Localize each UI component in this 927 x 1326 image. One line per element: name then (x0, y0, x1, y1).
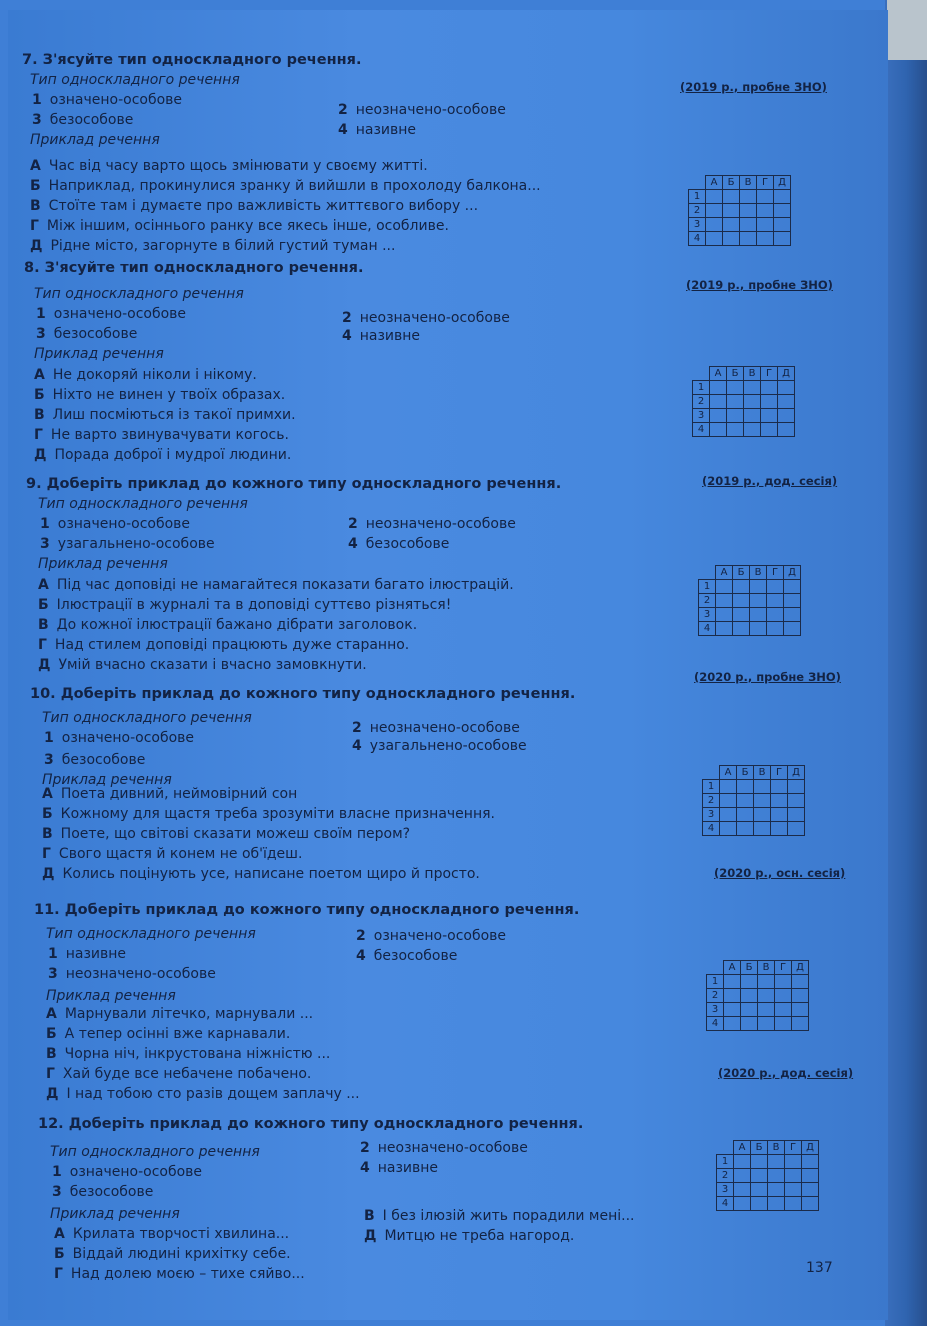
answer-cell[interactable] (788, 794, 805, 808)
example-option: А Час від часу варто щось змінювати у своєму житті. (30, 158, 428, 174)
answer-cell[interactable] (710, 423, 727, 437)
type-option: 4 називне (360, 1160, 439, 1176)
answer-cell[interactable] (750, 608, 767, 622)
answer-cell[interactable] (751, 1197, 768, 1211)
answer-cell[interactable] (784, 608, 801, 622)
answer-cell[interactable] (720, 780, 737, 794)
answer-cell[interactable] (727, 409, 744, 423)
answer-cell[interactable] (716, 594, 733, 608)
answer-cell[interactable] (724, 975, 741, 989)
answer-cell[interactable] (771, 808, 788, 822)
answer-cell[interactable] (754, 808, 771, 822)
example-option: В І без ілюзій жить порадили мені... (364, 1208, 635, 1224)
answer-cell[interactable] (744, 409, 761, 423)
type-option: 3 узагальнено-особове (40, 536, 215, 552)
answer-cell[interactable] (723, 218, 740, 232)
answer-grid: А Б В Г Д 1 2 3 4 (706, 960, 809, 1031)
answer-cell[interactable] (767, 580, 784, 594)
answer-cell[interactable] (767, 622, 784, 636)
type-option: 2 неозначено-особове (338, 102, 506, 118)
example-option: Б Ілюстрації в журналі та в доповіді суттєво різняться! (38, 597, 452, 613)
type-option: 2 неозначено-особове (348, 516, 516, 532)
answer-cell[interactable] (706, 232, 723, 246)
answer-cell[interactable] (727, 381, 744, 395)
answer-cell[interactable] (775, 975, 792, 989)
answer-cell[interactable] (758, 975, 775, 989)
answer-cell[interactable] (771, 780, 788, 794)
answer-cell[interactable] (785, 1197, 802, 1211)
answer-cell[interactable] (784, 622, 801, 636)
question-title: 11. Доберіть приклад до кожного типу односкладного речення. (34, 902, 580, 918)
answer-cell[interactable] (768, 1169, 785, 1183)
type-option: 4 називне (338, 122, 417, 138)
answer-cell[interactable] (754, 794, 771, 808)
answer-cell[interactable] (784, 594, 801, 608)
answer-cell[interactable] (757, 204, 774, 218)
answer-cell[interactable] (750, 580, 767, 594)
answer-cell[interactable] (734, 1169, 751, 1183)
answer-grid: А Б В Г Д 1 2 3 4 (698, 565, 801, 636)
answer-cell[interactable] (785, 1169, 802, 1183)
answer-cell[interactable] (741, 1003, 758, 1017)
answer-cell[interactable] (758, 1003, 775, 1017)
answer-cell[interactable] (720, 794, 737, 808)
answer-cell[interactable] (716, 580, 733, 594)
source-label: (2020 р., осн. сесія) (714, 866, 846, 880)
type-header: Тип односкладного речення (46, 926, 256, 942)
example-option: Б А тепер осінні вже карнавали. (46, 1026, 291, 1042)
example-option: Г Свого щастя й конем не об'їдеш. (42, 846, 303, 862)
answer-cell[interactable] (792, 989, 809, 1003)
answer-cell[interactable] (744, 381, 761, 395)
answer-cell[interactable] (768, 1183, 785, 1197)
answer-cell[interactable] (754, 780, 771, 794)
answer-cell[interactable] (737, 780, 754, 794)
example-option: Б Віддай людині крихітку себе. (54, 1246, 291, 1262)
answer-cell[interactable] (740, 232, 757, 246)
answer-cell[interactable] (778, 423, 795, 437)
source-label: (2019 р., пробне ЗНО) (686, 278, 833, 292)
question-title: 7. З'ясуйте тип односкладного речення. (22, 52, 362, 68)
type-option: 1 називне (48, 946, 127, 962)
answer-cell[interactable] (771, 822, 788, 836)
type-option: 4 узагальнено-особове (352, 738, 527, 754)
example-option: Б Наприклад, прокинулися зранку й вийшли в прохолоду балкона... (30, 178, 541, 194)
answer-cell[interactable] (734, 1155, 751, 1169)
question-title: 12. Доберіть приклад до кожного типу односкладного речення. (38, 1116, 584, 1132)
answer-cell[interactable] (771, 794, 788, 808)
book-edge (885, 0, 927, 1326)
type-header: Тип односкладного речення (42, 710, 252, 726)
example-option: В До кожної ілюстрації бажано дібрати заголовок. (38, 617, 418, 633)
source-label: (2019 р., пробне ЗНО) (680, 80, 827, 94)
type-option: 3 безособове (32, 112, 134, 128)
question-title: 8. З'ясуйте тип односкладного речення. (24, 260, 364, 276)
answer-grid: А Б В Г Д 1 2 3 4 (688, 175, 791, 246)
source-label: (2020 р., дод. сесія) (718, 1066, 854, 1080)
type-option: 1 означено-особове (36, 306, 187, 322)
source-label: (2020 р., пробне ЗНО) (694, 670, 841, 684)
answer-cell[interactable] (750, 594, 767, 608)
answer-cell[interactable] (740, 190, 757, 204)
example-option: В Чорна ніч, інкрустована ніжністю ... (46, 1046, 331, 1062)
answer-cell[interactable] (802, 1183, 819, 1197)
question-title: 10. Доберіть приклад до кожного типу односкладного речення. (30, 686, 576, 702)
answer-cell[interactable] (788, 808, 805, 822)
type-option: 1 означено-особове (44, 730, 195, 746)
answer-cell[interactable] (724, 1003, 741, 1017)
answer-cell[interactable] (737, 822, 754, 836)
type-option: 2 неозначено-особове (360, 1140, 528, 1156)
example-option: Г Хай буде все небачене побачено. (46, 1066, 312, 1082)
answer-cell[interactable] (775, 989, 792, 1003)
answer-cell[interactable] (785, 1155, 802, 1169)
answer-cell[interactable] (733, 580, 750, 594)
example-option: Б Ніхто не винен у твоїх образах. (34, 387, 286, 403)
answer-cell[interactable] (768, 1155, 785, 1169)
answer-cell[interactable] (723, 204, 740, 218)
type-option: 2 неозначено-особове (352, 720, 520, 736)
answer-cell[interactable] (727, 395, 744, 409)
answer-cell[interactable] (784, 580, 801, 594)
source-label: (2019 р., дод. сесія) (702, 474, 838, 488)
answer-cell[interactable] (802, 1155, 819, 1169)
answer-cell[interactable] (706, 218, 723, 232)
answer-cell[interactable] (720, 822, 737, 836)
answer-cell[interactable] (741, 1017, 758, 1031)
answer-cell[interactable] (757, 232, 774, 246)
answer-cell[interactable] (710, 409, 727, 423)
answer-cell[interactable] (750, 622, 767, 636)
example-option: В Лиш посміються із такої примхи. (34, 407, 296, 423)
type-option: 4 безособове (348, 536, 450, 552)
answer-cell[interactable] (774, 204, 791, 218)
type-option: 3 безособове (52, 1184, 154, 1200)
answer-cell[interactable] (741, 975, 758, 989)
answer-cell[interactable] (788, 822, 805, 836)
example-header: Приклад речення (30, 132, 160, 148)
answer-cell[interactable] (767, 594, 784, 608)
example-option: Д Порада доброї і мудрої людини. (34, 447, 292, 463)
answer-cell[interactable] (774, 218, 791, 232)
type-option: 3 неозначено-особове (48, 966, 216, 982)
type-option: 1 означено-особове (52, 1164, 203, 1180)
question-title: 9. Доберіть приклад до кожного типу односкладного речення. (26, 476, 562, 492)
answer-cell[interactable] (710, 395, 727, 409)
type-option: 1 означено-особове (32, 92, 183, 108)
answer-cell[interactable] (802, 1197, 819, 1211)
answer-grid: А Б В Г Д 1 2 3 4 (692, 366, 795, 437)
answer-cell[interactable] (792, 1003, 809, 1017)
type-header: Тип односкладного речення (34, 286, 244, 302)
answer-cell[interactable] (751, 1169, 768, 1183)
answer-cell[interactable] (802, 1169, 819, 1183)
answer-cell[interactable] (720, 808, 737, 822)
answer-cell[interactable] (740, 204, 757, 218)
type-option: 3 безособове (44, 752, 146, 768)
answer-cell[interactable] (758, 989, 775, 1003)
answer-cell[interactable] (740, 218, 757, 232)
answer-cell[interactable] (774, 190, 791, 204)
answer-grid: А Б В Г Д 1 2 3 4 (702, 765, 805, 836)
example-option: Г Не варто звинувачувати когось. (34, 427, 289, 443)
answer-cell[interactable] (751, 1155, 768, 1169)
answer-cell[interactable] (706, 204, 723, 218)
answer-cell[interactable] (792, 1017, 809, 1031)
textbook-page (8, 10, 888, 1320)
type-option: 2 неозначено-особове (342, 310, 510, 326)
answer-cell[interactable] (734, 1183, 751, 1197)
example-option: А Марнували літечко, марнували ... (46, 1006, 314, 1022)
type-option: 4 називне (342, 328, 421, 344)
answer-cell[interactable] (775, 1003, 792, 1017)
answer-cell[interactable] (723, 190, 740, 204)
type-header: Тип односкладного речення (38, 496, 248, 512)
answer-cell[interactable] (774, 232, 791, 246)
page-number: 137 (806, 1260, 833, 1276)
book-edge-top (887, 0, 927, 60)
type-option: 2 означено-особове (356, 928, 507, 944)
type-option: 1 означено-особове (40, 516, 191, 532)
answer-cell[interactable] (734, 1197, 751, 1211)
answer-cell[interactable] (778, 409, 795, 423)
example-option: Г Між іншим, осіннього ранку все якесь інше, особливе. (30, 218, 449, 234)
example-header: Приклад речення (42, 772, 172, 788)
example-option: В Поете, що світові сказати можеш своїм пером? (42, 826, 411, 842)
answer-cell[interactable] (727, 423, 744, 437)
answer-cell[interactable] (737, 794, 754, 808)
answer-cell[interactable] (775, 1017, 792, 1031)
example-option: Д Митцю не треба нагород. (364, 1228, 575, 1244)
answer-cell[interactable] (716, 608, 733, 622)
example-header: Приклад речення (38, 556, 168, 572)
answer-cell[interactable] (788, 780, 805, 794)
answer-cell[interactable] (792, 975, 809, 989)
answer-cell[interactable] (744, 395, 761, 409)
example-header: Приклад речення (50, 1206, 180, 1222)
answer-cell[interactable] (724, 989, 741, 1003)
answer-cell[interactable] (741, 989, 758, 1003)
answer-cell[interactable] (733, 594, 750, 608)
answer-cell[interactable] (761, 423, 778, 437)
example-header: Приклад речення (34, 346, 164, 362)
answer-cell[interactable] (761, 381, 778, 395)
answer-cell[interactable] (744, 423, 761, 437)
answer-cell[interactable] (767, 608, 784, 622)
type-option: 4 безособове (356, 948, 458, 964)
example-option: Д І над тобою сто разів дощем заплачу ... (46, 1086, 360, 1102)
answer-cell[interactable] (761, 395, 778, 409)
example-option: Г Над стилем доповіді працюють дуже старанно. (38, 637, 410, 653)
answer-cell[interactable] (754, 822, 771, 836)
answer-cell[interactable] (757, 218, 774, 232)
example-option: Д Рідне місто, загорнуте в білий густий туман ... (30, 238, 396, 254)
answer-cell[interactable] (778, 381, 795, 395)
example-option: Д Умій вчасно сказати і вчасно замовкнути. (38, 657, 367, 673)
answer-cell[interactable] (737, 808, 754, 822)
answer-cell[interactable] (778, 395, 795, 409)
example-header: Приклад речення (46, 988, 176, 1004)
example-option: В Стоїте там і думаєте про важливість життєвого вибору ... (30, 198, 479, 214)
example-option: А Не докоряй ніколи і нікому. (34, 367, 257, 383)
answer-cell[interactable] (706, 190, 723, 204)
answer-cell[interactable] (710, 381, 727, 395)
answer-cell[interactable] (716, 622, 733, 636)
example-option: Д Колись поцінують усе, написане поетом щиро й просто. (42, 866, 480, 882)
answer-cell[interactable] (758, 1017, 775, 1031)
answer-cell[interactable] (751, 1183, 768, 1197)
answer-cell[interactable] (723, 232, 740, 246)
type-header: Тип односкладного речення (30, 72, 240, 88)
example-option: А Під час доповіді не намагайтеся показати багато ілюстрацій. (38, 577, 514, 593)
example-option: Г Над долею моєю – тихе сяйво... (54, 1266, 305, 1282)
answer-cell[interactable] (785, 1183, 802, 1197)
type-option: 3 безособове (36, 326, 138, 342)
answer-cell[interactable] (768, 1197, 785, 1211)
answer-cell[interactable] (757, 190, 774, 204)
example-option: А Крилата творчості хвилина... (54, 1226, 290, 1242)
answer-cell[interactable] (733, 622, 750, 636)
type-header: Тип односкладного речення (50, 1144, 260, 1160)
answer-cell[interactable] (733, 608, 750, 622)
answer-cell[interactable] (724, 1017, 741, 1031)
answer-grid: А Б В Г Д 1 2 3 4 (716, 1140, 819, 1211)
example-option: А Поета дивний, неймовірний сон (42, 786, 298, 802)
example-option: Б Кожному для щастя треба зрозуміти власне призначення. (42, 806, 495, 822)
answer-cell[interactable] (761, 409, 778, 423)
